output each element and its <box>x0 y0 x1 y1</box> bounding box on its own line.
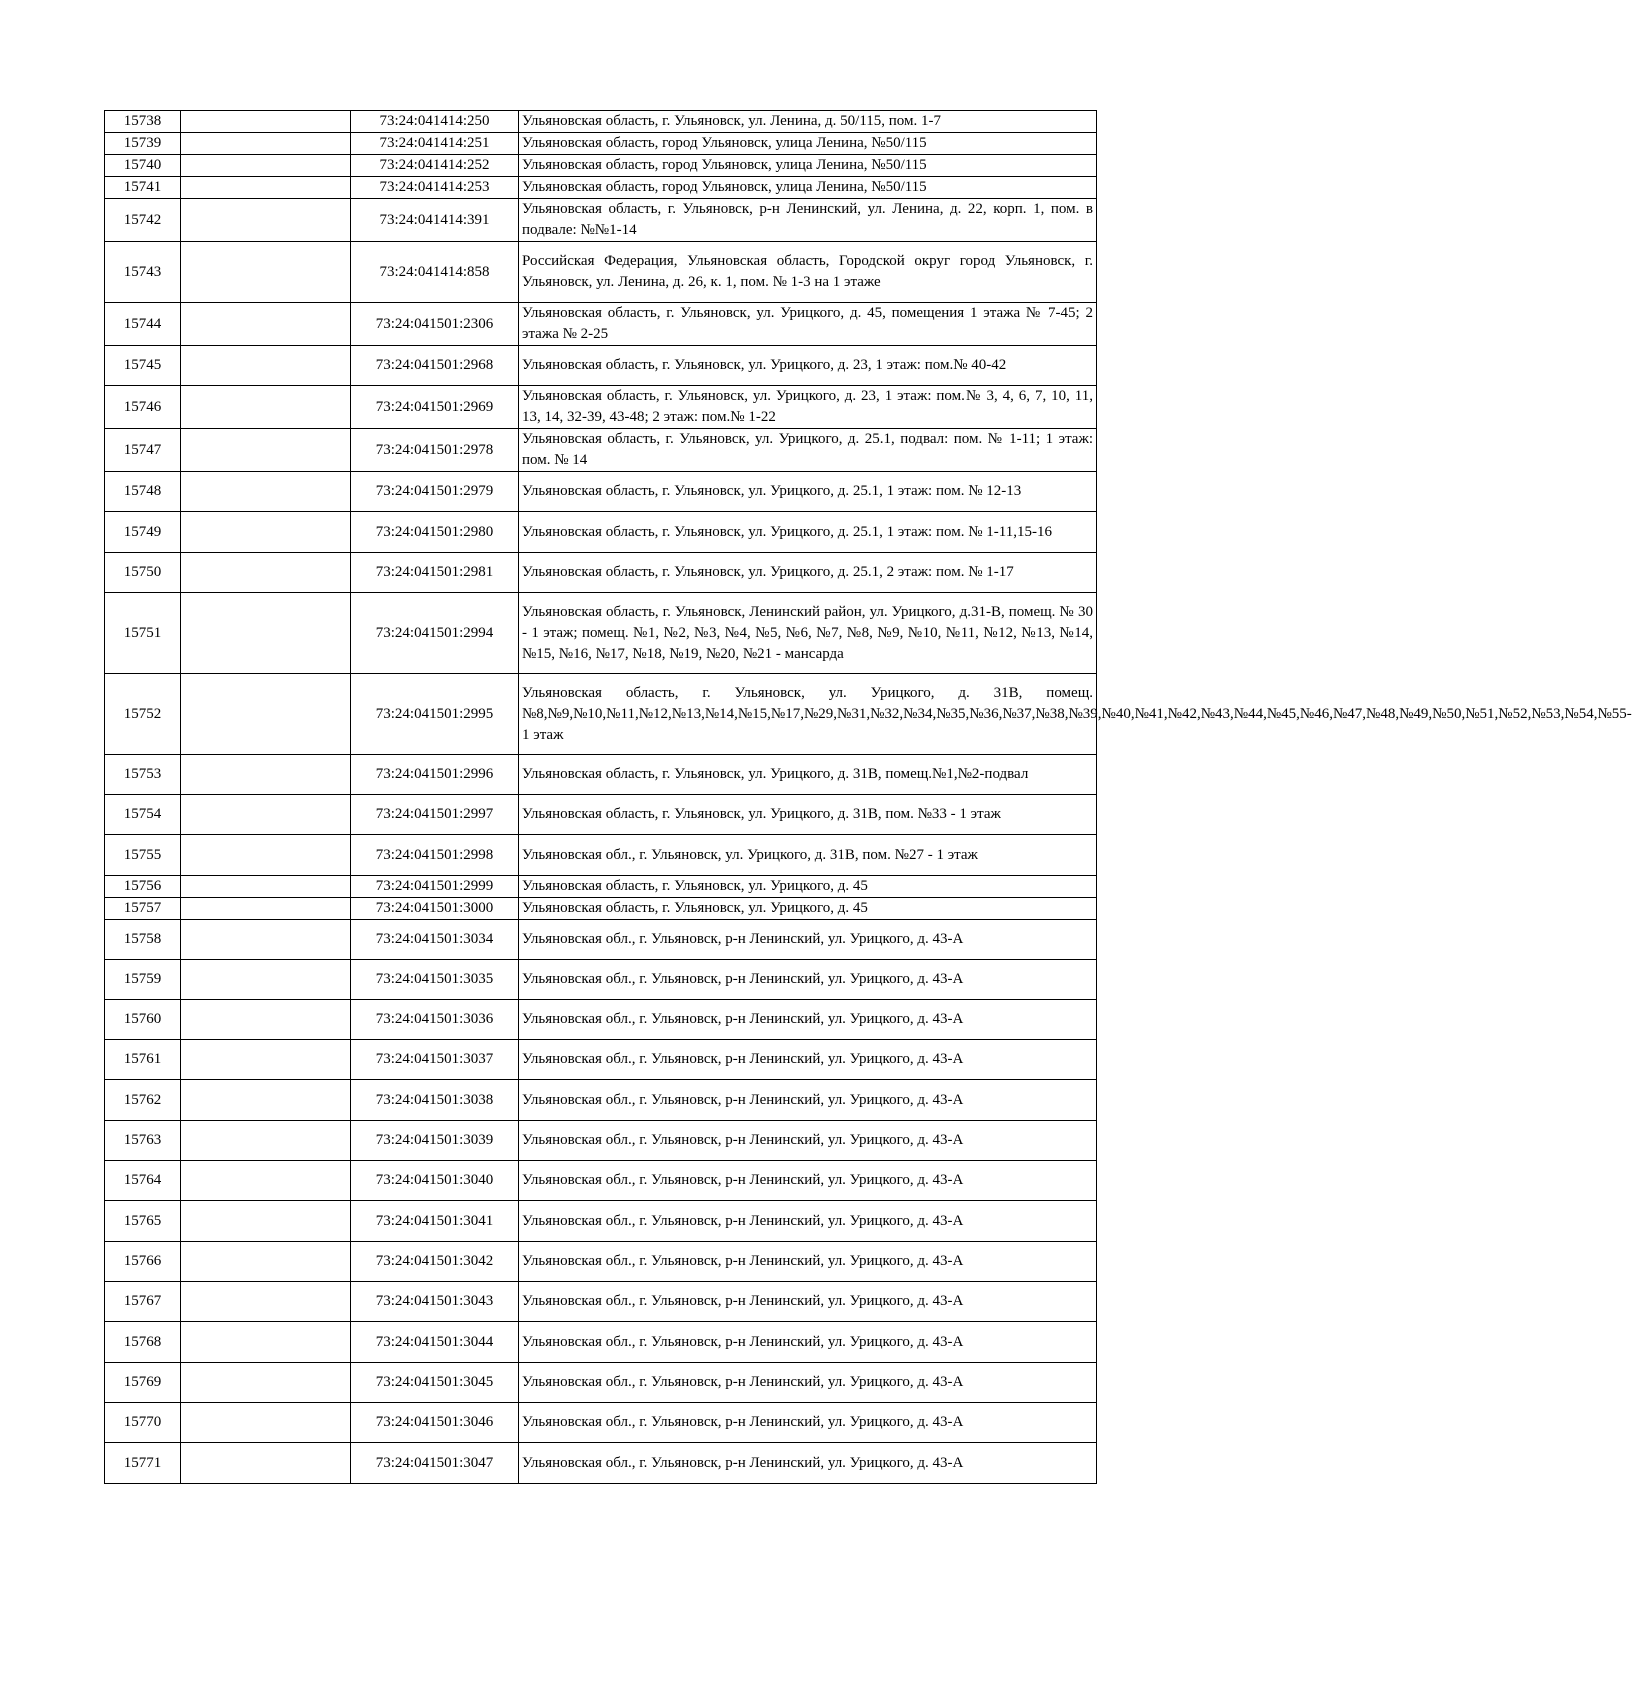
cadastral-number-cell: 73:24:041501:2980 <box>351 512 519 553</box>
empty-cell <box>181 386 351 429</box>
empty-cell <box>181 429 351 472</box>
empty-cell <box>181 512 351 553</box>
table-row <box>105 199 1097 242</box>
address-cell: Ульяновская обл., г. Ульяновск, р-н Ленинский, ул. Урицкого, д. 43-А <box>519 1080 1097 1121</box>
cadastral-number-cell: 73:24:041501:3039 <box>351 1121 519 1161</box>
row-number-cell: 15758 <box>105 920 181 960</box>
cadastral-number-cell: 73:24:041414:858 <box>351 242 519 303</box>
address-cell: Ульяновская обл., г. Ульяновск, р-н Ленинский, ул. Урицкого, д. 43-А <box>519 1322 1097 1363</box>
empty-cell <box>181 1242 351 1282</box>
cadastral-number-cell: 73:24:041501:3041 <box>351 1201 519 1242</box>
table-row <box>105 1322 1097 1363</box>
row-number-cell: 15751 <box>105 593 181 674</box>
cadastral-number-cell: 73:24:041501:3043 <box>351 1282 519 1322</box>
address-cell: Ульяновская область, г. Ульяновск, ул. Урицкого, д. 25.1, 1 этаж: пом. № 12-13 <box>519 472 1097 512</box>
row-number-cell: 15756 <box>105 876 181 898</box>
empty-cell <box>181 303 351 346</box>
row-number-cell: 15747 <box>105 429 181 472</box>
row-number-cell: 15749 <box>105 512 181 553</box>
address-cell: Ульяновская обл., г. Ульяновск, р-н Ленинский, ул. Урицкого, д. 43-А <box>519 1282 1097 1322</box>
row-number-cell: 15763 <box>105 1121 181 1161</box>
row-number-cell: 15742 <box>105 199 181 242</box>
address-cell: Ульяновская область, г. Ульяновск, ул. Урицкого, д. 45 <box>519 898 1097 920</box>
cadastral-number-cell: 73:24:041501:2981 <box>351 553 519 593</box>
table-body <box>105 111 1632 1484</box>
cadastral-number-cell: 73:24:041501:2978 <box>351 429 519 472</box>
table-row <box>105 1161 1097 1201</box>
empty-cell <box>181 111 351 133</box>
cadastral-number-cell: 73:24:041414:391 <box>351 199 519 242</box>
table-row <box>105 429 1097 472</box>
table-row <box>105 1000 1097 1040</box>
row-number-cell: 15760 <box>105 1000 181 1040</box>
table-row <box>105 755 1097 795</box>
table-row <box>105 512 1097 553</box>
row-number-cell: 15752 <box>105 674 181 755</box>
empty-cell <box>181 155 351 177</box>
cadastral-number-cell: 73:24:041501:2306 <box>351 303 519 346</box>
empty-cell <box>181 242 351 303</box>
empty-cell <box>181 553 351 593</box>
address-cell: Ульяновская область, город Ульяновск, улица Ленина, №50/115 <box>519 133 1097 155</box>
address-cell: Ульяновская обл., г. Ульяновск, р-н Ленинский, ул. Урицкого, д. 43-А <box>519 1161 1097 1201</box>
address-cell: Ульяновская область, г. Ульяновск, ул. Урицкого, д. 23, 1 этаж: пом.№ 3, 4, 6, 7, 10, 11, 13, 14, 32-39, 43-48; 2 этаж: пом.№ 1-22 <box>519 386 1097 429</box>
cadastral-number-cell: 73:24:041501:3044 <box>351 1322 519 1363</box>
cadastral-number-cell: 73:24:041501:3034 <box>351 920 519 960</box>
row-number-cell: 15741 <box>105 177 181 199</box>
row-number-cell: 15762 <box>105 1080 181 1121</box>
table-row <box>105 1121 1097 1161</box>
address-cell: Ульяновская область, г. Ульяновск, р-н Ленинский, ул. Ленина, д. 22, корп. 1, пом. в подвале: №№1-14 <box>519 199 1097 242</box>
empty-cell <box>181 920 351 960</box>
empty-cell <box>181 835 351 876</box>
row-number-cell: 15739 <box>105 133 181 155</box>
cadastral-number-cell: 73:24:041501:3000 <box>351 898 519 920</box>
address-cell: Ульяновская обл., г. Ульяновск, р-н Ленинский, ул. Урицкого, д. 43-А <box>519 1040 1097 1080</box>
cadastral-number-cell: 73:24:041501:3040 <box>351 1161 519 1201</box>
empty-cell <box>181 1040 351 1080</box>
address-cell: Ульяновская область, г. Ульяновск, ул. Урицкого, д. 31В, пом. №33 - 1 этаж <box>519 795 1097 835</box>
row-number-cell: 15748 <box>105 472 181 512</box>
empty-cell <box>181 1080 351 1121</box>
address-cell: Ульяновская область, г. Ульяновск, ул. Урицкого, д. 31В, помещ.№8,№9,№10,№11,№12,№13,№14,№15,№17,№29,№31,№32,№34,№35,№36,№37,№38,№39,№40,№41,№42,№43,№44,№45,№46,№47,№48,№49,№50,№51,№52,№53,№54,№55-1 этаж <box>519 674 1097 755</box>
table-row <box>105 1363 1097 1403</box>
table-row <box>105 133 1097 155</box>
row-number-cell: 15761 <box>105 1040 181 1080</box>
row-number-cell: 15746 <box>105 386 181 429</box>
address-cell: Ульяновская область, г. Ульяновск, ул. Урицкого, д. 45 <box>519 876 1097 898</box>
empty-cell <box>181 593 351 674</box>
table-row <box>105 835 1097 876</box>
cadastral-number-cell: 73:24:041501:3037 <box>351 1040 519 1080</box>
table-row <box>105 111 1097 133</box>
row-number-cell: 15745 <box>105 346 181 386</box>
address-cell: Ульяновская обл., г. Ульяновск, ул. Урицкого, д. 31В, пом. №27 - 1 этаж <box>519 835 1097 876</box>
table-row <box>105 155 1097 177</box>
cadastral-number-cell: 73:24:041501:2998 <box>351 835 519 876</box>
table-row <box>105 960 1097 1000</box>
table-row <box>105 242 1097 303</box>
cadastral-number-cell: 73:24:041414:250 <box>351 111 519 133</box>
cadastral-number-cell: 73:24:041501:2979 <box>351 472 519 512</box>
address-cell: Ульяновская обл., г. Ульяновск, р-н Ленинский, ул. Урицкого, д. 43-А <box>519 920 1097 960</box>
empty-cell <box>181 1121 351 1161</box>
empty-cell <box>181 177 351 199</box>
table-row <box>105 593 1097 674</box>
empty-cell <box>181 1363 351 1403</box>
table-row <box>105 898 1097 920</box>
address-cell: Ульяновская область, г. Ульяновск, ул. Ленина, д. 50/115, пом. 1-7 <box>519 111 1097 133</box>
cadastral-number-cell: 73:24:041501:3047 <box>351 1443 519 1484</box>
empty-cell <box>181 346 351 386</box>
row-number-cell: 15768 <box>105 1322 181 1363</box>
address-cell: Ульяновская обл., г. Ульяновск, р-н Ленинский, ул. Урицкого, д. 43-А <box>519 1403 1097 1443</box>
address-cell: Ульяновская область, город Ульяновск, улица Ленина, №50/115 <box>519 177 1097 199</box>
cadastral-number-cell: 73:24:041414:251 <box>351 133 519 155</box>
empty-cell <box>181 960 351 1000</box>
row-number-cell: 15738 <box>105 111 181 133</box>
cadastral-number-cell: 73:24:041501:3035 <box>351 960 519 1000</box>
row-number-cell: 15759 <box>105 960 181 1000</box>
empty-cell <box>181 755 351 795</box>
address-cell: Ульяновская область, г. Ульяновск, ул. Урицкого, д. 31В, помещ.№1,№2-подвал <box>519 755 1097 795</box>
cadastral-number-cell: 73:24:041501:2969 <box>351 386 519 429</box>
cadastral-number-cell: 73:24:041501:3038 <box>351 1080 519 1121</box>
row-number-cell: 15753 <box>105 755 181 795</box>
empty-cell <box>181 1322 351 1363</box>
table-row <box>105 1443 1097 1484</box>
empty-cell <box>181 133 351 155</box>
empty-cell <box>181 1282 351 1322</box>
address-cell: Ульяновская область, г. Ульяновск, ул. Урицкого, д. 25.1, 1 этаж: пом. № 1-11,15-16 <box>519 512 1097 553</box>
address-cell: Ульяновская область, г. Ульяновск, ул. Урицкого, д. 23, 1 этаж: пом.№ 40-42 <box>519 346 1097 386</box>
empty-cell <box>181 674 351 755</box>
address-cell: Ульяновская обл., г. Ульяновск, р-н Ленинский, ул. Урицкого, д. 43-А <box>519 1242 1097 1282</box>
row-number-cell: 15770 <box>105 1403 181 1443</box>
cadastral-number-cell: 73:24:041501:2994 <box>351 593 519 674</box>
row-number-cell: 15750 <box>105 553 181 593</box>
table-row <box>105 1242 1097 1282</box>
cadastral-number-cell: 73:24:041501:2996 <box>351 755 519 795</box>
table-row <box>105 553 1097 593</box>
cadastral-number-cell: 73:24:041501:3046 <box>351 1403 519 1443</box>
address-cell: Ульяновская обл., г. Ульяновск, р-н Ленинский, ул. Урицкого, д. 43-А <box>519 1363 1097 1403</box>
table-row <box>105 1080 1097 1121</box>
address-cell: Ульяновская обл., г. Ульяновск, р-н Ленинский, ул. Урицкого, д. 43-А <box>519 960 1097 1000</box>
empty-cell <box>181 1161 351 1201</box>
table-row <box>105 303 1097 346</box>
empty-cell <box>181 1443 351 1484</box>
table-row <box>105 674 1097 755</box>
cadastral-number-cell: 73:24:041414:253 <box>351 177 519 199</box>
cadastral-number-cell: 73:24:041501:3045 <box>351 1363 519 1403</box>
row-number-cell: 15765 <box>105 1201 181 1242</box>
row-number-cell: 15755 <box>105 835 181 876</box>
row-number-cell: 15769 <box>105 1363 181 1403</box>
table-row <box>105 1040 1097 1080</box>
table-row <box>105 177 1097 199</box>
empty-cell <box>181 1201 351 1242</box>
address-cell: Ульяновская область, г. Ульяновск, ул. Урицкого, д. 25.1, 2 этаж: пом. № 1-17 <box>519 553 1097 593</box>
cadastral-number-cell: 73:24:041501:2968 <box>351 346 519 386</box>
table-row <box>105 795 1097 835</box>
empty-cell <box>181 876 351 898</box>
row-number-cell: 15771 <box>105 1443 181 1484</box>
cadastral-number-cell: 73:24:041501:2999 <box>351 876 519 898</box>
cadastral-number-cell: 73:24:041501:2997 <box>351 795 519 835</box>
table-row <box>105 876 1097 898</box>
empty-cell <box>181 1403 351 1443</box>
address-cell: Российская Федерация, Ульяновская область, Городской округ город Ульяновск, г. Ульяновск, ул. Ленина, д. 26, к. 1, пом. № 1-3 на 1 этаже <box>519 242 1097 303</box>
empty-cell <box>181 898 351 920</box>
table-row <box>105 386 1097 429</box>
cadastral-number-cell: 73:24:041501:3042 <box>351 1242 519 1282</box>
address-cell: Ульяновская область, город Ульяновск, улица Ленина, №50/115 <box>519 155 1097 177</box>
address-cell: Ульяновская обл., г. Ульяновск, р-н Ленинский, ул. Урицкого, д. 43-А <box>519 1121 1097 1161</box>
address-cell: Ульяновская обл., г. Ульяновск, р-н Ленинский, ул. Урицкого, д. 43-А <box>519 1201 1097 1242</box>
address-cell: Ульяновская обл., г. Ульяновск, р-н Ленинский, ул. Урицкого, д. 43-А <box>519 1000 1097 1040</box>
property-table <box>104 110 1632 1484</box>
row-number-cell: 15754 <box>105 795 181 835</box>
empty-cell <box>181 472 351 512</box>
row-number-cell: 15757 <box>105 898 181 920</box>
row-number-cell: 15744 <box>105 303 181 346</box>
empty-cell <box>181 199 351 242</box>
address-cell: Ульяновская область, г. Ульяновск, ул. Урицкого, д. 45, помещения 1 этажа № 7-45; 2 этажа № 2-25 <box>519 303 1097 346</box>
address-cell: Ульяновская область, г. Ульяновск, Ленинский район, ул. Урицкого, д.31-В, помещ. № 30 - 1 этаж; помещ. №1, №2, №3, №4, №5, №6, №7, №8, №9, №10, №11, №12, №13, №14, №15, №16, №17, №18, №19, №20, №21 - мансарда <box>519 593 1097 674</box>
row-number-cell: 15740 <box>105 155 181 177</box>
row-number-cell: 15764 <box>105 1161 181 1201</box>
cadastral-number-cell: 73:24:041501:2995 <box>351 674 519 755</box>
table-row <box>105 1282 1097 1322</box>
address-cell: Ульяновская обл., г. Ульяновск, р-н Ленинский, ул. Урицкого, д. 43-А <box>519 1443 1097 1484</box>
table-row <box>105 346 1097 386</box>
empty-cell <box>181 795 351 835</box>
address-cell: Ульяновская область, г. Ульяновск, ул. Урицкого, д. 25.1, подвал: пом. № 1-11; 1 этаж: пом. № 14 <box>519 429 1097 472</box>
cadastral-number-cell: 73:24:041501:3036 <box>351 1000 519 1040</box>
table-row <box>105 1403 1097 1443</box>
row-number-cell: 15766 <box>105 1242 181 1282</box>
table-row <box>105 920 1097 960</box>
table-row <box>105 1201 1097 1242</box>
table-row <box>105 472 1097 512</box>
row-number-cell: 15767 <box>105 1282 181 1322</box>
cadastral-number-cell: 73:24:041414:252 <box>351 155 519 177</box>
row-number-cell: 15743 <box>105 242 181 303</box>
empty-cell <box>181 1000 351 1040</box>
